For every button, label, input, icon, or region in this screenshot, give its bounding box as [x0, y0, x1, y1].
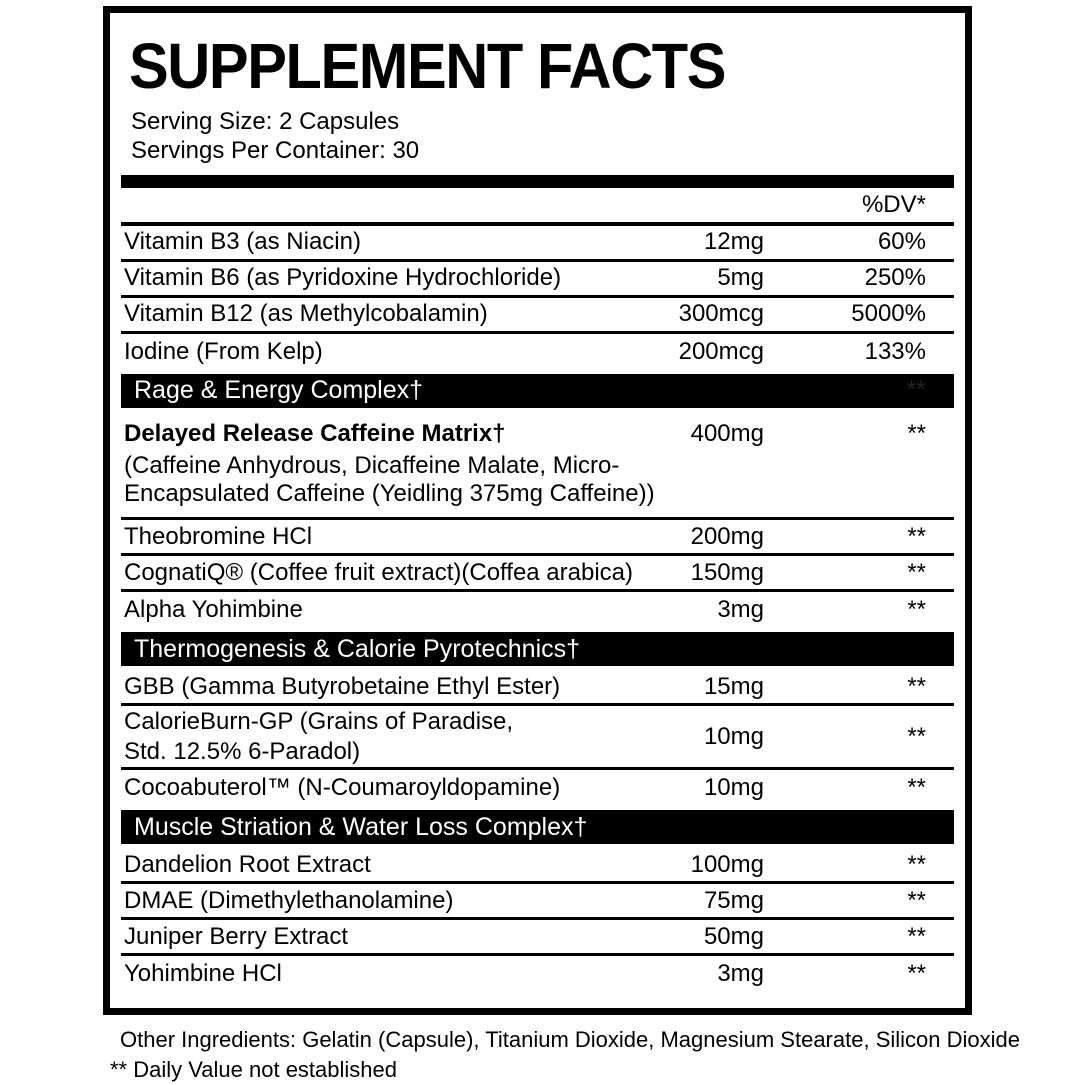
section-muscle-striation — [121, 810, 954, 844]
header-separator-bar — [121, 175, 954, 188]
panel-title: SUPPLEMENT FACTS — [129, 30, 726, 102]
dv-header-row — [121, 188, 954, 226]
row-vitamin-b12 — [121, 298, 954, 334]
row-juniper — [121, 920, 954, 956]
row-alpha-yohimbine — [121, 592, 954, 628]
ingredient-dv: ** — [907, 558, 926, 586]
caffeine-matrix-main-line — [121, 416, 954, 452]
other-ingredients-note: Other Ingredients: Gelatin (Capsule), Titanium Dioxide, Magnesium Stearate, Silicon Dioxide — [120, 1027, 1020, 1052]
row-dmae — [121, 884, 954, 920]
ingredient-name-line-2: Std. 12.5% 6-Paradol) — [124, 737, 361, 765]
row-theobromine — [121, 520, 954, 556]
ingredient-dv: 60% — [877, 228, 926, 256]
ingredient-amount: 150mg — [690, 558, 764, 586]
section-title: Rage & Energy Complex† — [134, 376, 424, 405]
ingredient-dv: ** — [907, 886, 926, 914]
ingredient-name: Cocoabuterol™ (N-Coumaroyldopamine) — [124, 774, 561, 802]
ingredient-dv: ** — [907, 672, 926, 700]
ingredient-dv: 250% — [864, 264, 926, 292]
daily-value-note: ** Daily Value not established — [110, 1056, 397, 1082]
ingredient-dv: ** — [907, 522, 926, 550]
row-vitamin-b3 — [121, 226, 954, 262]
ingredient-name: Yohimbine HCl — [124, 960, 282, 988]
section-title: Thermogenesis & Calorie Pyrotechnics† — [134, 634, 581, 663]
ingredient-name: GBB (Gamma Butyrobetaine Ethyl Ester) — [124, 672, 561, 700]
panel-content — [110, 29, 965, 992]
row-vitamin-b6 — [121, 262, 954, 298]
footnotes — [110, 1025, 1020, 1085]
ingredient-dv: ** — [907, 774, 926, 802]
ingredient-amount: 3mg — [717, 960, 764, 988]
caffeine-matrix-sub-line-2: Encapsulated Caffeine (Yeidling 375mg Caffeine)) — [124, 480, 655, 508]
ingredient-amount: 300mcg — [678, 300, 764, 328]
ingredient-name: Vitamin B12 (as Methylcobalamin) — [124, 300, 488, 328]
row-gbb — [121, 670, 954, 706]
ingredient-dv: ** — [907, 960, 926, 988]
section-dv: ** — [906, 376, 926, 405]
ingredient-name — [121, 707, 644, 767]
ingredient-dv: 133% — [864, 337, 926, 365]
section-rage-energy-complex — [121, 374, 954, 408]
section-thermogenesis — [121, 632, 954, 666]
ingredient-dv: ** — [907, 922, 926, 950]
servings-per-container: Servings Per Container: 30 — [131, 137, 420, 165]
ingredient-dv: ** — [907, 850, 926, 878]
ingredient-amount: 200mcg — [678, 337, 764, 365]
section-title: Muscle Striation & Water Loss Complex† — [134, 812, 588, 841]
ingredient-name: CognatiQ® (Coffee fruit extract)(Coffea arabica) — [124, 558, 634, 586]
ingredient-amount: 50mg — [703, 922, 764, 950]
ingredient-name: Delayed Release Caffeine Matrix† — [124, 419, 506, 447]
ingredient-amount: 100mg — [690, 850, 764, 878]
ingredient-amount: 10mg — [703, 774, 764, 802]
row-iodine — [121, 334, 954, 370]
ingredient-dv: ** — [907, 596, 926, 624]
row-yohimbine-hcl — [121, 956, 954, 992]
ingredient-name: Alpha Yohimbine — [124, 596, 303, 624]
row-caffeine-matrix — [121, 412, 954, 521]
caffeine-matrix-sub-line-1: (Caffeine Anhydrous, Dicaffeine Malate, Micro- — [124, 451, 620, 479]
ingredient-name: Vitamin B6 (as Pyridoxine Hydrochloride) — [124, 264, 562, 292]
dv-column-header: %DV* — [861, 190, 926, 218]
ingredient-name: Dandelion Root Extract — [124, 850, 371, 878]
ingredient-amount: 75mg — [703, 886, 764, 914]
ingredient-name: Vitamin B3 (as Niacin) — [124, 228, 361, 256]
ingredient-name-line-1: CalorieBurn-GP (Grains of Paradise, — [124, 707, 514, 735]
ingredient-name: Theobromine HCl — [124, 522, 313, 550]
ingredient-amount: 12mg — [703, 228, 764, 256]
ingredient-name: DMAE (Dimethylethanolamine) — [124, 886, 454, 914]
ingredient-amount: 3mg — [717, 596, 764, 624]
ingredient-amount: 400mg — [690, 419, 764, 447]
serving-size: Serving Size: 2 Capsules — [131, 108, 400, 135]
ingredient-dv: ** — [907, 419, 926, 447]
ingredient-name: Juniper Berry Extract — [124, 922, 349, 950]
ingredient-dv: 5000% — [851, 300, 926, 328]
ingredient-name: Iodine (From Kelp) — [124, 337, 323, 365]
ingredient-dv: ** — [907, 722, 926, 750]
supplement-facts-panel — [103, 6, 972, 1015]
ingredient-amount: 10mg — [703, 722, 764, 750]
ingredient-amount: 5mg — [717, 264, 764, 292]
row-dandelion — [121, 848, 954, 884]
row-cognatiq — [121, 556, 954, 592]
ingredient-amount: 200mg — [690, 522, 764, 550]
row-calorieburn — [121, 706, 954, 770]
row-cocoabuterol — [121, 770, 954, 806]
ingredient-amount: 15mg — [703, 672, 764, 700]
